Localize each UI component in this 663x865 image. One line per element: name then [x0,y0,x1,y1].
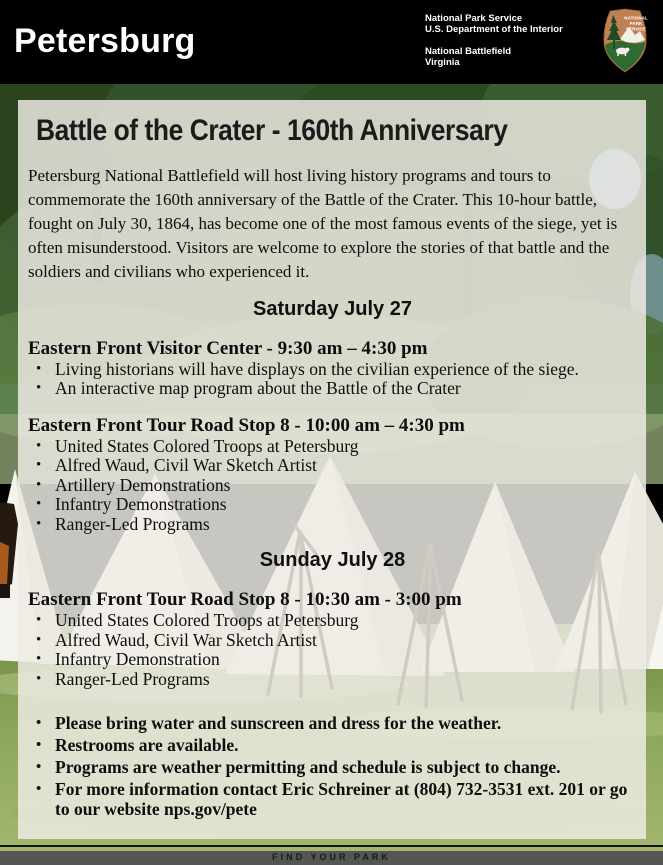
logo-text-line-3: SERVICE [625,26,647,32]
day-section-saturday [28,298,637,535]
event-item-list [28,437,637,535]
event-road-stop-8-saturday [28,414,637,535]
masthead [0,0,663,84]
site-group [425,46,563,68]
site-line-2: Virginia [425,57,460,68]
list-item: • Ranger-Led Programs [28,515,637,535]
list-item: • Please bring water and sunscreen and dress for the weather. [28,713,637,733]
day-section-sunday [28,549,637,689]
list-item: • United States Colored Troops at Petersburg [28,611,637,631]
list-item: • For more information contact Eric Schreiner at (804) 732-3531 ext. 201 or go to our website nps.gov/pete [28,779,637,819]
list-item: • United States Colored Troops at Petersburg [28,437,637,457]
day-heading-saturday: Saturday July 27 [253,297,412,320]
flyer-panel [18,100,646,839]
list-item: • Alfred Waud, Civil War Sketch Artist [28,631,637,651]
list-item: • Ranger-Led Programs [28,670,637,690]
event-visitor-center [28,337,637,399]
event-road-stop-8-sunday [28,588,637,689]
list-item: • Living historians will have displays on the civilian experience of the siege. [28,360,637,380]
event-title: Eastern Front Visitor Center - 9:30 am – 4:30 pm [28,337,428,359]
agency-line-1: National Park Service [425,13,523,24]
site-line-1: National Battlefield [425,46,512,57]
agency-block [425,13,563,79]
list-item: • Infantry Demonstrations [28,495,637,515]
list-item: • Infantry Demonstration [28,650,637,670]
list-item: • Restrooms are available. [28,735,637,755]
footer-slogan-text: FIND YOUR PARK [272,852,391,862]
list-item: • Artillery Demonstrations [28,476,637,496]
logo-text-line-1: NATIONAL [624,15,648,21]
list-item: • Alfred Waud, Civil War Sketch Artist [28,456,637,476]
footer-slogan [0,847,663,862]
list-item: • An interactive map program about the Battle of the Crater [28,379,637,399]
logo-text-line-2: PARK [629,21,643,26]
visitor-notes-list [28,713,637,819]
agency-line-2: U.S. Department of the Interior [425,24,563,35]
list-item: • Programs are weather permitting and schedule is subject to change. [28,757,637,777]
intro-paragraph: Petersburg National Battlefield will host living history programs and tours to commemorate the 160th anniversary of the Battle of the Crater. This 10-hour battle, fought on July 30, 1864, has become one of the most famous events of the siege, yet is often misunderstood. Visitors are welcome to explore the stories of that battle and the soldiers and civilians who experienced it. [28,165,618,281]
event-title: Eastern Front Tour Road Stop 8 - 10:30 am - 3:00 pm [28,589,462,610]
event-title: Eastern Front Tour Road Stop 8 - 10:00 am – 4:30 pm [28,414,465,436]
day-heading-sunday: Sunday July 28 [259,549,406,571]
nps-arrowhead-logo-icon [602,9,648,72]
park-name: Petersburg [14,22,196,60]
agency-group [425,13,563,35]
event-item-list [28,360,637,399]
event-item-list [28,611,637,689]
flyer-title: Battle of the Crater - 160th Anniversary [36,114,508,147]
